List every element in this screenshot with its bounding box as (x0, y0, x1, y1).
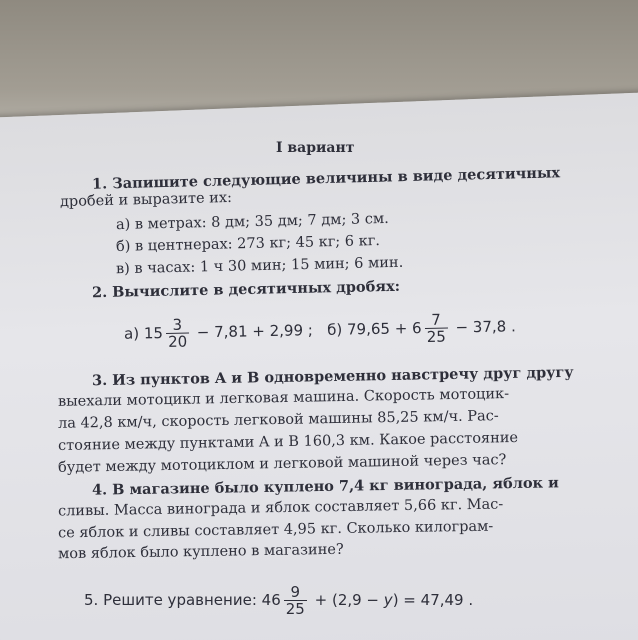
task3-line4: стояние между пунктами A и B 160,3 км. Какое расстояние (57, 429, 519, 455)
task4-line4: мов яблок было куплено в магазине? (57, 541, 344, 563)
task2-a-fraction (166, 317, 190, 350)
task2-a-rest: − 7,81 + 2,99 ; (196, 321, 314, 342)
task2-b-fraction (424, 312, 448, 345)
task2-b-numerator: 7 (431, 310, 441, 329)
task5-whole: 46 (261, 591, 281, 609)
task4-line3: се яблок и сливы составляет 4,95 кг. Сколько килограм- (57, 518, 494, 542)
task5-fraction (284, 584, 307, 617)
task4-line2: сливы. Масса винограда и яблок составляет 5,66 кг. Мас- (57, 496, 504, 520)
task3-line2: выехали мотоцикл и легковая машина. Скорость мотоцик- (57, 386, 510, 410)
task1-line2: дробей и выразите их: (59, 189, 233, 211)
task1-line1: 1. Запишите следующие величины в виде десятичных (91, 164, 561, 193)
task2-a-numerator: 3 (172, 315, 183, 334)
task3-line1: 3. Из пунктов A и B одновременно навстречу друг другу (91, 363, 574, 390)
task5-rest-close: ) = 47,49 . (392, 591, 474, 609)
task2-a-denominator: 20 (167, 332, 188, 351)
variant-title: I вариант (276, 140, 355, 156)
task1-b: б) в центнерах: 273 кг; 45 кг; 6 кг. (115, 233, 381, 255)
task5-variable: y (383, 591, 393, 609)
task1-a: а) в метрах: 8 дм; 35 дм; 7 дм; 3 см. (115, 210, 389, 234)
task5-denominator: 25 (285, 600, 305, 618)
task5-rest-open: + (2,9 − (314, 591, 380, 609)
task5-numerator: 9 (290, 583, 301, 601)
task2-a-label: а) (123, 324, 140, 343)
task2-a-whole: 15 (143, 324, 164, 343)
task5-equation (84, 584, 473, 617)
task3-line5: будет между мотоциклом и легковой машиной через час? (57, 452, 507, 476)
task3-line3: ла 42,8 км/ч, скорость легковой машины 85,25 км/ч. Рас- (57, 408, 499, 432)
task2-b-prefix: б) 79,65 + 6 (326, 319, 422, 339)
task2-expressions (124, 310, 516, 351)
task2-b-denominator: 25 (426, 327, 447, 346)
task1-c: в) в часах: 1 ч 30 мин; 15 мин; 6 мин. (115, 254, 404, 278)
task2-b-rest: − 37,8 . (455, 317, 516, 337)
task4-line1: 4. В магазине было куплено 7,4 кг винограда, яблок и (91, 474, 559, 499)
task5-prefix: 5. Решите уравнение: (84, 591, 257, 609)
task2-heading: 2. Вычислите в десятичных дробях: (91, 277, 401, 302)
